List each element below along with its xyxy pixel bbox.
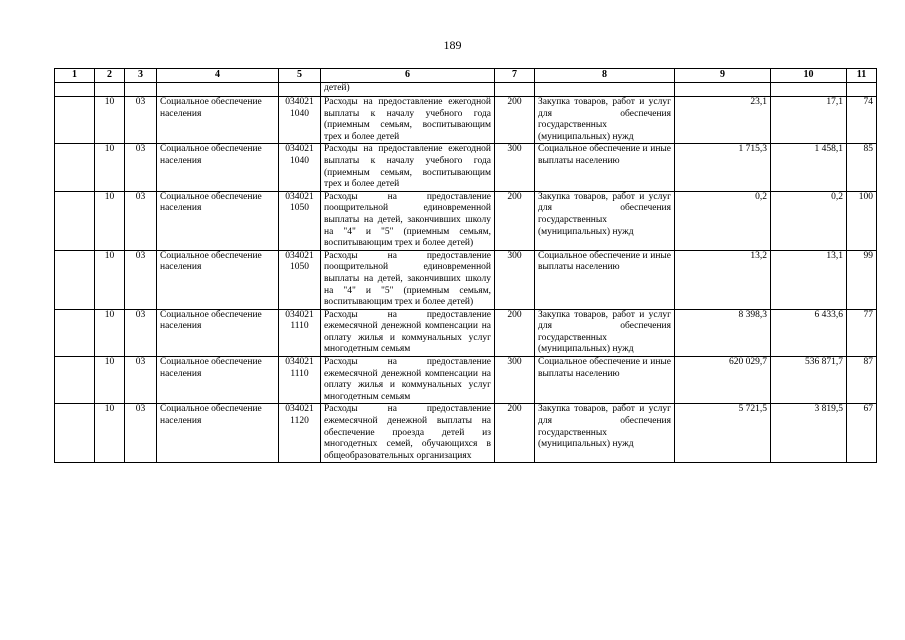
table-row (55, 97, 877, 144)
table-row (55, 309, 877, 356)
section-code: 10 (95, 97, 125, 144)
executed-amount: 17,1 (771, 97, 847, 144)
section-code: 10 (95, 309, 125, 356)
table-row (55, 404, 877, 463)
section-name: Социальное обеспечение населения (157, 404, 279, 463)
execution-percent: 67 (847, 404, 877, 463)
planned-amount: 5 721,5 (675, 404, 771, 463)
expense-type-name: Закупка товаров, работ и услуг для обеспечения государственных (муниципальных) нужд (535, 97, 675, 144)
table-row (55, 144, 877, 191)
target-article-code: 034021 1110 (279, 309, 321, 356)
column-header: 7 (495, 69, 535, 83)
expense-description: Расходы на предоставление ежемесячной денежной компенсации на оплату жилья и коммунальных услуг многодетным семьям (321, 357, 495, 404)
table-row (55, 250, 877, 309)
execution-percent: 85 (847, 144, 877, 191)
section-code: 10 (95, 250, 125, 309)
subsection-code: 03 (125, 144, 157, 191)
expense-type-code: 300 (495, 250, 535, 309)
planned-amount: 620 029,7 (675, 357, 771, 404)
subsection-code: 03 (125, 309, 157, 356)
expense-description: Расходы на предоставление ежемесячной денежной выплаты на обеспечение проезда детей из многодетных семей, обучающихся в общеобразовательных организациях (321, 404, 495, 463)
executed-amount: 0,2 (771, 191, 847, 250)
executed-amount: 536 871,7 (771, 357, 847, 404)
expense-type-code: 200 (495, 309, 535, 356)
expense-type-name: Социальное обеспечение и иные выплаты населению (535, 250, 675, 309)
subsection-code: 03 (125, 357, 157, 404)
table-row (55, 191, 877, 250)
section-name: Социальное обеспечение населения (157, 357, 279, 404)
planned-amount: 8 398,3 (675, 309, 771, 356)
expense-description: Расходы на предоставление поощрительной единовременной выплаты на детей, закончивших школу на "4" и "5" (приемным семьям, воспитывающим трех и более детей) (321, 191, 495, 250)
expense-type-code: 200 (495, 404, 535, 463)
expense-type-code: 300 (495, 357, 535, 404)
expense-description: Расходы на предоставление ежегодной выплаты к началу учебного года (приемным семьям, воспитывающим трех и более детей (321, 97, 495, 144)
expense-type-code: 200 (495, 191, 535, 250)
column-header: 4 (157, 69, 279, 83)
target-article-code: 034021 1050 (279, 250, 321, 309)
column-header: 9 (675, 69, 771, 83)
expense-type-name: Социальное обеспечение и иные выплаты населению (535, 357, 675, 404)
executed-amount: 3 819,5 (771, 404, 847, 463)
expense-type-name: Социальное обеспечение и иные выплаты населению (535, 144, 675, 191)
execution-percent: 87 (847, 357, 877, 404)
execution-percent: 99 (847, 250, 877, 309)
table-row (55, 357, 877, 404)
subsection-code: 03 (125, 97, 157, 144)
continuation-row (55, 83, 877, 97)
target-article-code: 034021 1040 (279, 97, 321, 144)
section-name: Социальное обеспечение населения (157, 144, 279, 191)
execution-percent: 100 (847, 191, 877, 250)
column-header: 3 (125, 69, 157, 83)
target-article-code: 034021 1050 (279, 191, 321, 250)
expense-type-name: Закупка товаров, работ и услуг для обеспечения государственных (муниципальных) нужд (535, 191, 675, 250)
section-code: 10 (95, 357, 125, 404)
section-code: 10 (95, 191, 125, 250)
budget-table (54, 68, 877, 463)
execution-percent: 74 (847, 97, 877, 144)
subsection-code: 03 (125, 250, 157, 309)
expense-type-code: 300 (495, 144, 535, 191)
executed-amount: 13,1 (771, 250, 847, 309)
section-code: 10 (95, 144, 125, 191)
expense-description: Расходы на предоставление ежемесячной денежной компенсации на оплату жилья и коммунальных услуг многодетным семьям (321, 309, 495, 356)
section-name: Социальное обеспечение населения (157, 250, 279, 309)
column-header: 11 (847, 69, 877, 83)
subsection-code: 03 (125, 191, 157, 250)
section-name: Социальное обеспечение населения (157, 309, 279, 356)
planned-amount: 23,1 (675, 97, 771, 144)
target-article-code: 034021 1120 (279, 404, 321, 463)
expense-description: Расходы на предоставление поощрительной единовременной выплаты на детей, закончивших школу на "4" и "5" (приемным семьям, воспитывающим трех и более детей) (321, 250, 495, 309)
continuation-text: детей) (321, 83, 495, 97)
header-row (55, 69, 877, 83)
column-header: 1 (55, 69, 95, 83)
target-article-code: 034021 1110 (279, 357, 321, 404)
execution-percent: 77 (847, 309, 877, 356)
planned-amount: 0,2 (675, 191, 771, 250)
section-code: 10 (95, 404, 125, 463)
column-header: 6 (321, 69, 495, 83)
page-number: 189 (443, 38, 462, 52)
expense-type-code: 200 (495, 97, 535, 144)
column-header: 10 (771, 69, 847, 83)
target-article-code: 034021 1040 (279, 144, 321, 191)
executed-amount: 6 433,6 (771, 309, 847, 356)
expense-type-name: Закупка товаров, работ и услуг для обеспечения государственных (муниципальных) нужд (535, 309, 675, 356)
column-header: 8 (535, 69, 675, 83)
expense-description: Расходы на предоставление ежегодной выплаты к началу учебного года (приемным семьям, воспитывающим трех и более детей (321, 144, 495, 191)
subsection-code: 03 (125, 404, 157, 463)
column-header: 2 (95, 69, 125, 83)
column-header: 5 (279, 69, 321, 83)
executed-amount: 1 458,1 (771, 144, 847, 191)
planned-amount: 13,2 (675, 250, 771, 309)
planned-amount: 1 715,3 (675, 144, 771, 191)
section-name: Социальное обеспечение населения (157, 97, 279, 144)
section-name: Социальное обеспечение населения (157, 191, 279, 250)
expense-type-name: Закупка товаров, работ и услуг для обеспечения государственных (муниципальных) нужд (535, 404, 675, 463)
